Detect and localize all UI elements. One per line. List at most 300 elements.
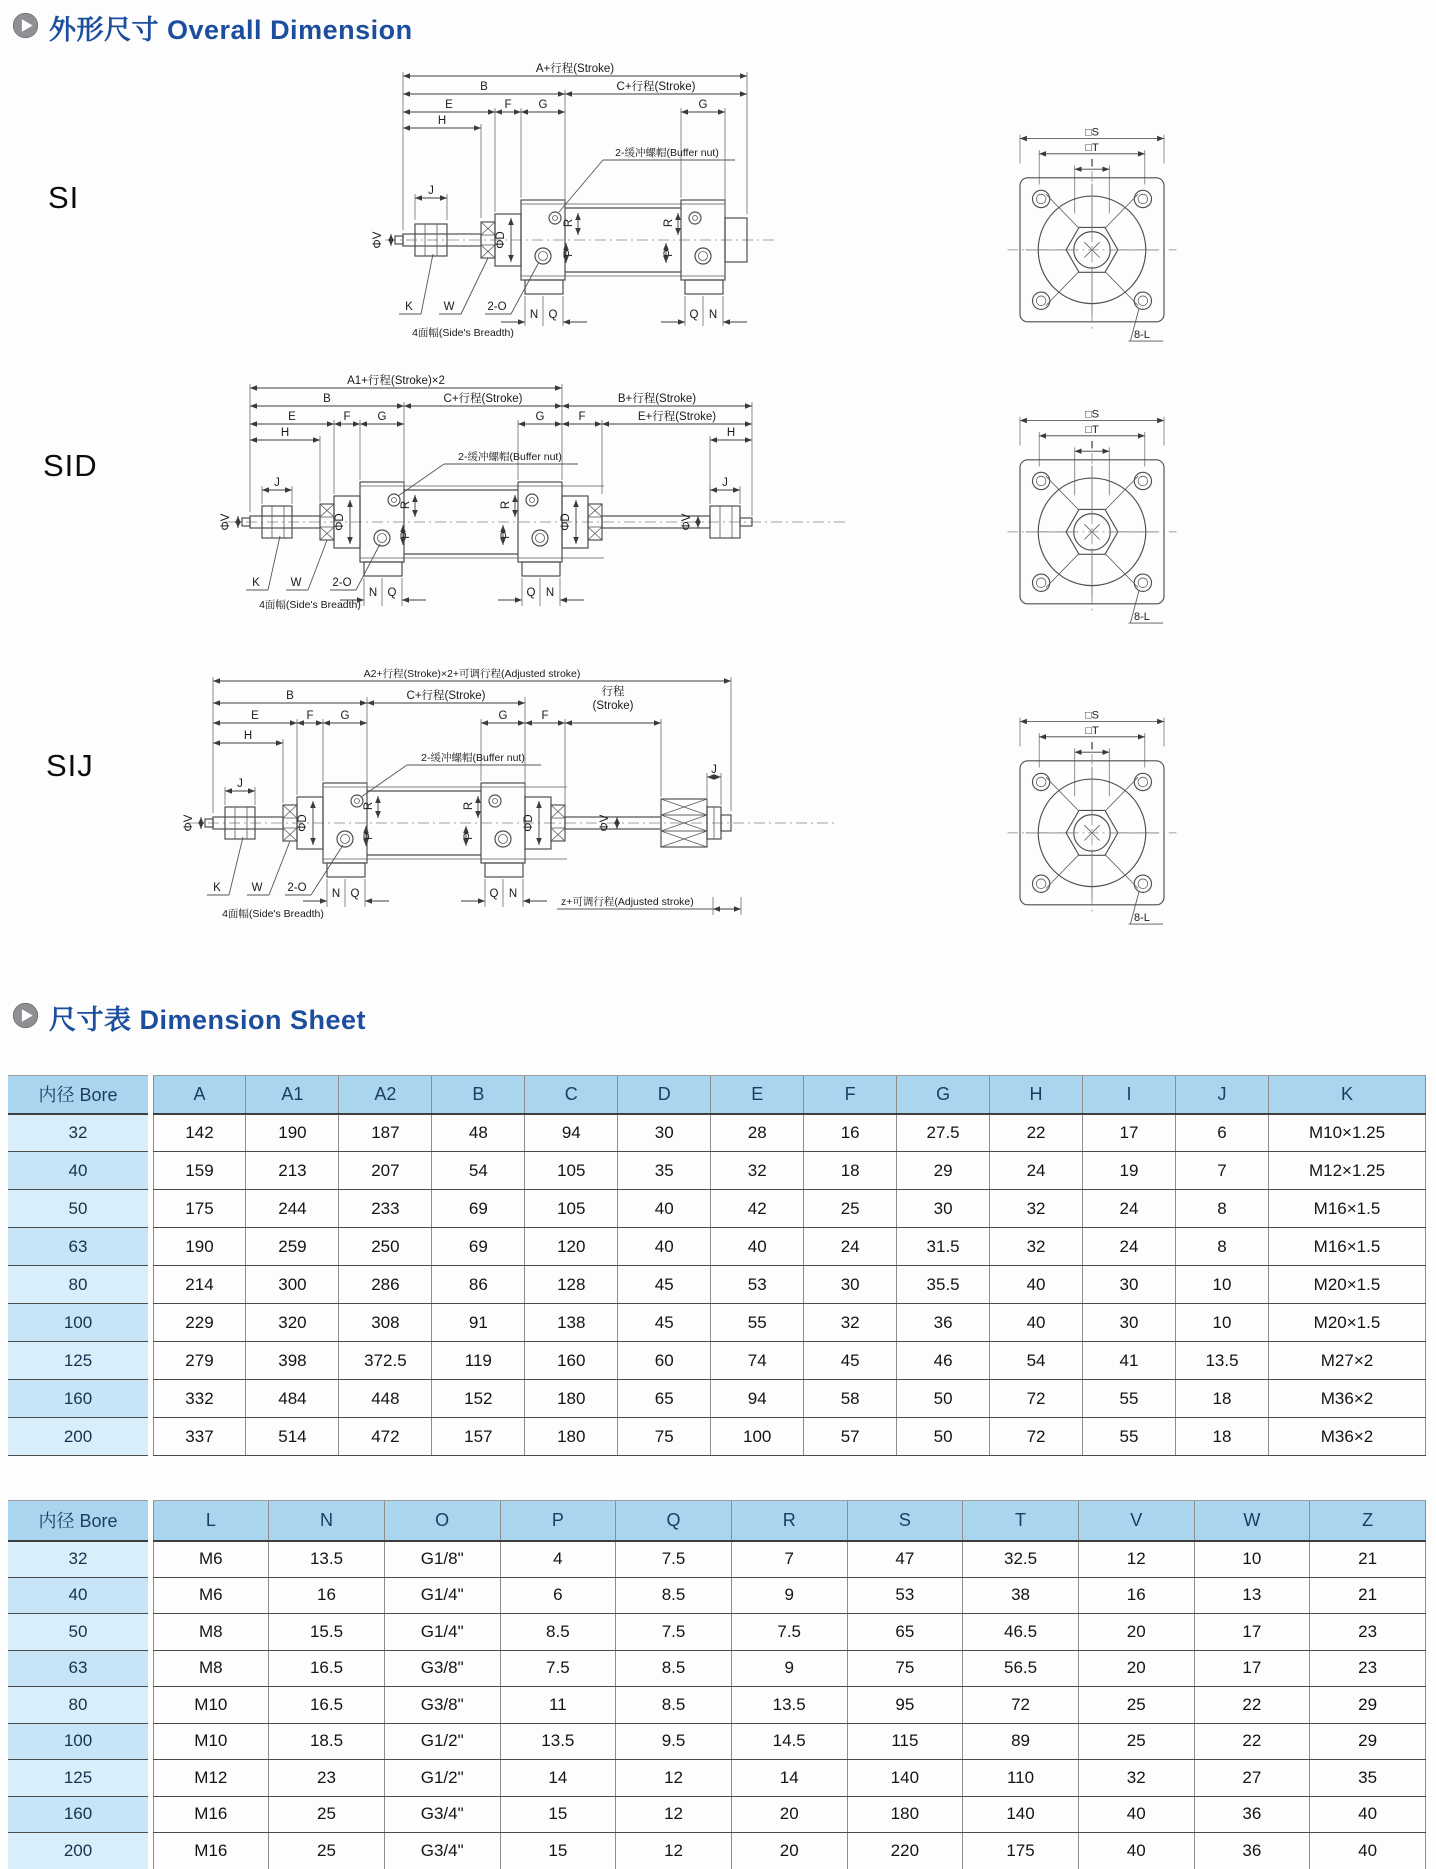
dim-label: Q (548, 309, 558, 321)
value-cell: 57 (804, 1418, 897, 1456)
value-cell: 15 (500, 1833, 616, 1869)
bore-cell: 32 (8, 1541, 148, 1578)
dim-label: K (405, 301, 413, 313)
value-cell: 30 (1083, 1266, 1176, 1304)
value-cell: 105 (525, 1190, 618, 1228)
sid-side-view-drawing (200, 372, 860, 622)
value-cell: 13.5 (269, 1541, 385, 1578)
value-cell: 13.5 (1175, 1342, 1268, 1380)
dim-label: B (286, 690, 294, 702)
value-cell: M16 (153, 1833, 269, 1869)
value-cell: 18 (804, 1152, 897, 1190)
value-cell: 14.5 (731, 1723, 847, 1760)
dim-label: W (290, 577, 302, 589)
dimension-sheet-table-1 (8, 1075, 1426, 1456)
sij-side-view-drawing (165, 665, 845, 940)
column-header-l: L (153, 1501, 269, 1541)
bore-cell: 63 (8, 1650, 148, 1687)
value-cell: 9 (731, 1577, 847, 1614)
dim-label: Q (526, 587, 536, 599)
value-cell: 337 (153, 1418, 246, 1456)
dim-label: ΦV (372, 231, 384, 249)
section-title: 外形尺寸 Overall Dimension (49, 15, 413, 45)
dim-label: G (535, 411, 545, 423)
value-cell: 40 (990, 1304, 1083, 1342)
dim-label: W (443, 301, 455, 313)
dim-label: ΦV (599, 814, 611, 832)
value-cell: 30 (618, 1114, 711, 1152)
dim-label: R (663, 218, 675, 228)
column-header-b: B (432, 1076, 525, 1114)
table-row-bore-125 (8, 1342, 1426, 1380)
value-cell: 40 (990, 1266, 1083, 1304)
column-header-t: T (963, 1501, 1079, 1541)
sid-end-view-drawing (996, 407, 1188, 626)
dim-label: N (368, 587, 378, 599)
section-header-overall-dimension (12, 8, 413, 47)
dim-label: J (711, 764, 717, 776)
value-cell: 27 (1194, 1760, 1310, 1797)
value-cell: 32 (711, 1152, 804, 1190)
value-cell: 42 (711, 1190, 804, 1228)
dim-label: J (722, 477, 728, 489)
dim-label: P (363, 832, 375, 840)
dim-label: E (251, 710, 259, 722)
dim-label: R (363, 801, 375, 811)
value-cell: 55 (711, 1304, 804, 1342)
value-cell: 54 (990, 1342, 1083, 1380)
value-cell: 22 (1194, 1723, 1310, 1760)
value-cell: 7 (1175, 1152, 1268, 1190)
section-header-dimension-sheet (12, 998, 366, 1037)
bore-cell: 100 (8, 1304, 148, 1342)
value-cell: 9 (731, 1650, 847, 1687)
value-cell: 138 (525, 1304, 618, 1342)
dim-label: ΦD (560, 513, 572, 531)
value-cell: 12 (616, 1796, 732, 1833)
dim-label: F (306, 710, 314, 722)
value-cell: 94 (711, 1380, 804, 1418)
value-cell: 17 (1194, 1650, 1310, 1687)
value-cell: 24 (1083, 1190, 1176, 1228)
bore-cell: 100 (8, 1723, 148, 1760)
value-cell: 7.5 (616, 1541, 732, 1578)
value-cell: 308 (339, 1304, 432, 1342)
value-cell: 32.5 (963, 1541, 1079, 1578)
table-row-bore-200 (8, 1833, 1426, 1869)
bore-cell: 125 (8, 1342, 148, 1380)
dim-label: P (463, 832, 475, 840)
value-cell: 16 (804, 1114, 897, 1152)
value-cell: 60 (618, 1342, 711, 1380)
value-cell: 48 (432, 1114, 525, 1152)
value-cell: 142 (153, 1114, 246, 1152)
value-cell: M12×1.25 (1269, 1152, 1426, 1190)
value-cell: 4 (500, 1541, 616, 1578)
value-cell: 27.5 (897, 1114, 990, 1152)
play-icon (12, 12, 39, 44)
value-cell: 35 (618, 1152, 711, 1190)
table-row-bore-50 (8, 1614, 1426, 1651)
dim-label: J (428, 185, 434, 197)
value-cell: G1/2" (384, 1760, 500, 1797)
value-cell: 31.5 (897, 1228, 990, 1266)
value-cell: G1/8" (384, 1541, 500, 1578)
value-cell: 472 (339, 1418, 432, 1456)
header-row (8, 1501, 1426, 1541)
value-cell: 55 (1083, 1380, 1176, 1418)
value-cell: M16×1.5 (1269, 1190, 1426, 1228)
dim-label: ΦV (183, 814, 195, 832)
dim-label: F (504, 99, 512, 111)
dim-label: ΦD (334, 513, 346, 531)
value-cell: 24 (1083, 1228, 1176, 1266)
value-cell: 25 (269, 1796, 385, 1833)
table-row-bore-80 (8, 1687, 1426, 1724)
dim-label: H (243, 730, 253, 742)
value-cell: 23 (1310, 1650, 1426, 1687)
table-row-bore-50 (8, 1190, 1426, 1228)
value-cell: 16 (1078, 1577, 1194, 1614)
dim-label: N (529, 309, 539, 321)
dim-label: E (445, 99, 453, 111)
value-cell: 65 (847, 1614, 963, 1651)
column-header-o: O (384, 1501, 500, 1541)
value-cell: 72 (990, 1380, 1083, 1418)
value-cell: 65 (618, 1380, 711, 1418)
value-cell: 190 (246, 1114, 339, 1152)
value-cell: 8 (1175, 1190, 1268, 1228)
value-cell: 46.5 (963, 1614, 1079, 1651)
value-cell: 53 (847, 1577, 963, 1614)
bore-cell: 32 (8, 1114, 148, 1152)
value-cell: 35.5 (897, 1266, 990, 1304)
value-cell: M36×2 (1269, 1418, 1426, 1456)
value-cell: 32 (990, 1190, 1083, 1228)
model-label-sid: SID (43, 448, 98, 483)
dim-label: F (541, 710, 549, 722)
value-cell: 21 (1310, 1541, 1426, 1578)
column-header-i: I (1083, 1076, 1176, 1114)
value-cell: 398 (246, 1342, 339, 1380)
table-row-bore-160 (8, 1380, 1426, 1418)
dim-label: G (538, 99, 548, 111)
dim-label: R (400, 500, 412, 510)
value-cell: 32 (804, 1304, 897, 1342)
value-cell: 36 (1194, 1796, 1310, 1833)
dim-label: K (252, 577, 260, 589)
value-cell: 58 (804, 1380, 897, 1418)
value-cell: 69 (432, 1190, 525, 1228)
buffer-nut-label: 2-缓冲螺帽(Buffer nut) (421, 752, 525, 764)
dim-label: P (563, 249, 575, 257)
dim-label: E (288, 411, 296, 423)
value-cell: 10 (1175, 1304, 1268, 1342)
adjusted-stroke-label: z+可调行程(Adjusted stroke) (561, 896, 694, 908)
dim-label: 2-O (287, 882, 307, 894)
value-cell: 45 (804, 1342, 897, 1380)
table-row-bore-200 (8, 1418, 1426, 1456)
column-header-h: H (990, 1076, 1083, 1114)
value-cell: M20×1.5 (1269, 1304, 1426, 1342)
dim-label: P (663, 249, 675, 257)
bore-cell: 200 (8, 1418, 148, 1456)
dim-label: 行程 (601, 686, 625, 698)
value-cell: M10 (153, 1687, 269, 1724)
bore-cell: 50 (8, 1614, 148, 1651)
value-cell: 175 (963, 1833, 1079, 1869)
dim-label: F (578, 411, 586, 423)
bore-cell: 200 (8, 1833, 148, 1869)
value-cell: M16 (153, 1796, 269, 1833)
value-cell: 40 (1078, 1833, 1194, 1869)
value-cell: M27×2 (1269, 1342, 1426, 1380)
value-cell: 6 (1175, 1114, 1268, 1152)
dim-label: J (237, 778, 243, 790)
dim-label: H (280, 427, 290, 439)
value-cell: M20×1.5 (1269, 1266, 1426, 1304)
value-cell: 16.5 (269, 1687, 385, 1724)
dim-label: C+行程(Stroke) (406, 690, 486, 702)
value-cell: 233 (339, 1190, 432, 1228)
value-cell: 47 (847, 1541, 963, 1578)
value-cell: 32 (990, 1228, 1083, 1266)
column-header-r: R (731, 1501, 847, 1541)
value-cell: 6 (500, 1577, 616, 1614)
value-cell: 45 (618, 1304, 711, 1342)
value-cell: 229 (153, 1304, 246, 1342)
dim-label: C+行程(Stroke) (616, 81, 696, 93)
value-cell: 36 (897, 1304, 990, 1342)
dim-label: R (463, 801, 475, 811)
bore-cell: 80 (8, 1687, 148, 1724)
value-cell: 45 (618, 1266, 711, 1304)
dimension-table-a-k (8, 1075, 1426, 1456)
value-cell: 22 (990, 1114, 1083, 1152)
dim-label: F (343, 411, 351, 423)
value-cell: 22 (1194, 1687, 1310, 1724)
value-cell: 30 (897, 1190, 990, 1228)
dim-label: N (545, 587, 555, 599)
value-cell: M8 (153, 1650, 269, 1687)
value-cell: G1/4" (384, 1577, 500, 1614)
value-cell: 7.5 (500, 1650, 616, 1687)
column-header-z: Z (1310, 1501, 1426, 1541)
value-cell: 14 (731, 1760, 847, 1797)
value-cell: 259 (246, 1228, 339, 1266)
value-cell: 95 (847, 1687, 963, 1724)
dim-label: 2-O (487, 301, 507, 313)
bore-cell: 63 (8, 1228, 148, 1266)
value-cell: 244 (246, 1190, 339, 1228)
bore-cell: 125 (8, 1760, 148, 1797)
dimension-annotations (220, 373, 752, 611)
value-cell: 69 (432, 1228, 525, 1266)
dim-label: P (500, 531, 512, 539)
model-label-sij: SIJ (46, 748, 94, 783)
table-row-bore-40 (8, 1152, 1426, 1190)
value-cell: 190 (153, 1228, 246, 1266)
dim-label: H (726, 427, 736, 439)
value-cell: 35 (1310, 1760, 1426, 1797)
side-breadth-label: 4面幅(Side's Breadth) (222, 908, 324, 920)
value-cell: 10 (1194, 1541, 1310, 1578)
value-cell: 46 (897, 1342, 990, 1380)
dim-label: Q (489, 888, 499, 900)
dim-label: ΦV (681, 513, 693, 531)
value-cell: 21 (1310, 1577, 1426, 1614)
value-cell: 75 (847, 1650, 963, 1687)
value-cell: 38 (963, 1577, 1079, 1614)
value-cell: 20 (731, 1833, 847, 1869)
value-cell: G3/4" (384, 1833, 500, 1869)
value-cell: 14 (500, 1760, 616, 1797)
column-header-s: S (847, 1501, 963, 1541)
table-row-bore-32 (8, 1114, 1426, 1152)
column-header-p: P (500, 1501, 616, 1541)
table-row-bore-63 (8, 1650, 1426, 1687)
dim-label: N (331, 888, 341, 900)
dim-label: ΦV (220, 513, 232, 531)
bore-cell: 80 (8, 1266, 148, 1304)
bore-cell: 160 (8, 1380, 148, 1418)
value-cell: 187 (339, 1114, 432, 1152)
value-cell: 94 (525, 1114, 618, 1152)
dim-label: ΦD (297, 814, 309, 832)
value-cell: 18.5 (269, 1723, 385, 1760)
value-cell: 41 (1083, 1342, 1176, 1380)
buffer-nut-label: 2-缓冲螺帽(Buffer nut) (458, 451, 562, 463)
value-cell: 16.5 (269, 1650, 385, 1687)
value-cell: 40 (1310, 1796, 1426, 1833)
value-cell: 175 (153, 1190, 246, 1228)
value-cell: 7.5 (616, 1614, 732, 1651)
column-header-e: E (711, 1076, 804, 1114)
value-cell: 30 (804, 1266, 897, 1304)
value-cell: 32 (1078, 1760, 1194, 1797)
table-row-bore-80 (8, 1266, 1426, 1304)
value-cell: M10×1.25 (1269, 1114, 1426, 1152)
dim-label: Q (350, 888, 360, 900)
value-cell: 105 (525, 1152, 618, 1190)
value-cell: 372.5 (339, 1342, 432, 1380)
value-cell: 207 (339, 1152, 432, 1190)
value-cell: 50 (897, 1380, 990, 1418)
value-cell: 13.5 (500, 1723, 616, 1760)
column-header-n: N (269, 1501, 385, 1541)
play-icon (12, 1002, 39, 1034)
value-cell: 28 (711, 1114, 804, 1152)
value-cell: 8.5 (616, 1650, 732, 1687)
table-row-bore-100 (8, 1723, 1426, 1760)
value-cell: 20 (1078, 1650, 1194, 1687)
value-cell: 119 (432, 1342, 525, 1380)
dim-label: G (498, 710, 508, 722)
value-cell: G1/4" (384, 1614, 500, 1651)
value-cell: 17 (1083, 1114, 1176, 1152)
value-cell: 159 (153, 1152, 246, 1190)
dimension-table-l-z (8, 1500, 1426, 1869)
value-cell: 19 (1083, 1152, 1176, 1190)
table-row-bore-100 (8, 1304, 1426, 1342)
value-cell: 25 (269, 1833, 385, 1869)
value-cell: 30 (1083, 1304, 1176, 1342)
value-cell: M16×1.5 (1269, 1228, 1426, 1266)
side-breadth-label: 4面幅(Side's Breadth) (259, 599, 361, 611)
value-cell: 25 (804, 1190, 897, 1228)
value-cell: 140 (963, 1796, 1079, 1833)
dim-label: G (340, 710, 350, 722)
value-cell: 180 (847, 1796, 963, 1833)
value-cell: 55 (1083, 1418, 1176, 1456)
value-cell: 86 (432, 1266, 525, 1304)
cylinder-outline (385, 200, 775, 294)
value-cell: 8.5 (616, 1687, 732, 1724)
column-header-a: A (153, 1076, 246, 1114)
dim-label: J (274, 477, 280, 489)
column-header-f: F (804, 1076, 897, 1114)
value-cell: 18 (1175, 1380, 1268, 1418)
value-cell: 180 (525, 1380, 618, 1418)
value-cell: 29 (1310, 1687, 1426, 1724)
bore-cell: 160 (8, 1796, 148, 1833)
value-cell: 13.5 (731, 1687, 847, 1724)
table-row-bore-32 (8, 1541, 1426, 1578)
value-cell: M12 (153, 1760, 269, 1797)
value-cell: 72 (963, 1687, 1079, 1724)
value-cell: 100 (711, 1418, 804, 1456)
value-cell: 56.5 (963, 1650, 1079, 1687)
dim-label: P (400, 531, 412, 539)
dim-label: B (323, 393, 331, 405)
dim-label: C+行程(Stroke) (443, 393, 523, 405)
value-cell: 12 (1078, 1541, 1194, 1578)
value-cell: 120 (525, 1228, 618, 1266)
value-cell: G1/2" (384, 1723, 500, 1760)
column-header-q: Q (616, 1501, 732, 1541)
value-cell: 29 (1310, 1723, 1426, 1760)
dim-label: ΦD (495, 231, 507, 249)
value-cell: M6 (153, 1577, 269, 1614)
value-cell: M10 (153, 1723, 269, 1760)
value-cell: 24 (990, 1152, 1083, 1190)
section-title: 尺寸表 Dimension Sheet (49, 1005, 367, 1035)
value-cell: 15 (500, 1796, 616, 1833)
dim-label: Q (387, 587, 397, 599)
table-row-bore-40 (8, 1577, 1426, 1614)
value-cell: 72 (990, 1418, 1083, 1456)
column-header-a2: A2 (339, 1076, 432, 1114)
value-cell: 12 (616, 1760, 732, 1797)
value-cell: G3/8" (384, 1650, 500, 1687)
column-header-d: D (618, 1076, 711, 1114)
value-cell: 250 (339, 1228, 432, 1266)
column-header-g: G (897, 1076, 990, 1114)
table-row-bore-160 (8, 1796, 1426, 1833)
dim-label: E+行程(Stroke) (637, 411, 717, 423)
value-cell: 18 (1175, 1418, 1268, 1456)
value-cell: 213 (246, 1152, 339, 1190)
column-header-k: K (1269, 1076, 1426, 1114)
sij-end-view-drawing (996, 708, 1188, 927)
bore-column-header: 内径 Bore (8, 1501, 148, 1541)
dim-label: A2+行程(Stroke)×2+可调行程(Adjusted stroke) (363, 668, 581, 680)
value-cell: 23 (269, 1760, 385, 1797)
value-cell: 75 (618, 1418, 711, 1456)
value-cell: 50 (897, 1418, 990, 1456)
column-header-v: V (1078, 1501, 1194, 1541)
dim-label: A+行程(Stroke) (535, 63, 615, 75)
